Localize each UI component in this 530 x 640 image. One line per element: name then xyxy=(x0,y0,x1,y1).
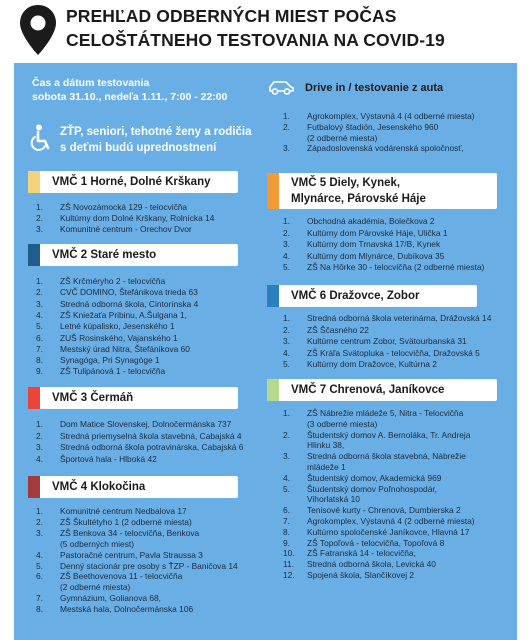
list-item-text: Hlinku 38, xyxy=(307,440,345,451)
list-item-number: 2. xyxy=(283,324,290,335)
list-item-number: 3. xyxy=(283,451,290,462)
list-item-number: 2. xyxy=(283,227,290,238)
list-item-number: 3. xyxy=(36,527,43,538)
list-item-number: 7. xyxy=(36,593,43,604)
list-item-text: Stredná odborná škola, Cintorínska 4 xyxy=(60,298,199,309)
list-item-number: 1. xyxy=(36,202,43,212)
list-item-number: 3. xyxy=(36,224,43,234)
list-item-text: Kultúrno spoločenské Janíkovce, Hlavná 17 xyxy=(307,526,470,537)
list-item-text: ZŠ Krčméryho 2 - telocvičňa xyxy=(60,276,166,286)
vmc2-heading xyxy=(28,244,238,266)
priority-note xyxy=(60,124,260,156)
list-item-text: Futbalový štadión, Jesenského 960 xyxy=(307,121,439,132)
list-item-text: Komunitné centrum Nedbalova 17 xyxy=(60,506,187,516)
vmc3-label: VMČ 3 Čermáň xyxy=(52,392,134,404)
vmc2-color-stripe xyxy=(28,244,40,266)
time-label: Čas a dátum testovania xyxy=(32,77,150,89)
list-item-number: 5. xyxy=(36,560,43,571)
vmc1-heading xyxy=(28,171,238,193)
list-item-text: mládeže 1 xyxy=(307,462,346,472)
list-item-text: Stredná priemyselná škola stavebná, Cabajská 4 xyxy=(60,430,242,441)
list-item-text: Komunitné centrum - Orechov Dvor xyxy=(60,224,192,234)
vmc4-heading xyxy=(28,476,238,498)
drive-in-title: Drive in / testovanie z auta xyxy=(305,82,444,94)
list-item-number: 4. xyxy=(36,309,43,320)
list-item-number: 2. xyxy=(283,121,290,132)
list-item-text: Kultúrny dom Párovské Háje, Ulička 1 xyxy=(307,227,448,238)
list-item-number: 12. xyxy=(283,570,295,580)
vmc7-color-stripe xyxy=(267,379,279,401)
list-item-text: (2 odberné miesta) xyxy=(60,582,131,593)
header xyxy=(0,0,530,63)
list-item-number: 1. xyxy=(283,111,290,121)
list-item-number: 2. xyxy=(36,213,43,223)
list-item-text: ZŠ Nábrežie mládeže 5, Nitra - Telocvičňa xyxy=(307,408,464,418)
list-item-text: ZUŠ Rosinského, Vajanského 1 xyxy=(60,332,178,343)
vmc5-label xyxy=(291,175,426,207)
list-item-text: Letné kúpalisko, Jesenského 1 xyxy=(60,321,175,332)
list-item-number: 3. xyxy=(36,442,43,453)
list-item-number: 4. xyxy=(283,347,290,358)
list-item-text: (3 odberné miesta) xyxy=(307,418,378,429)
vmc4-color-stripe xyxy=(28,476,40,498)
list-item-text: Stredná odborná škola potravinárska, Cabajská 6 xyxy=(60,442,244,453)
list-item-number: 8. xyxy=(36,604,43,615)
vmc3-color-stripe xyxy=(28,387,40,409)
list-item-number: 10. xyxy=(283,548,295,559)
list-item-text: ZŠ Ščasného 22 xyxy=(307,324,369,335)
list-item-text: Kultúrny dom Trnavská 17/B, Kynek xyxy=(307,239,441,249)
list-item-number: 1. xyxy=(36,506,43,516)
list-item-text: Stredná odborná škola, Levická 40 xyxy=(307,559,436,570)
list-item-text: Študentský domov, Akademická 969 xyxy=(307,472,442,483)
list-item-number: 8. xyxy=(36,355,43,366)
title-line-2: CELOŠTÁTNEHO TESTOVANIA NA COVID-19 xyxy=(66,30,445,50)
list-item-text: Vihorlatská 10 xyxy=(307,494,360,505)
list-item-number: 5. xyxy=(36,321,43,332)
list-item-number: 4. xyxy=(36,453,43,464)
list-item-text: Agrokomplex, Výstavná 4 (4 odberné miesta) xyxy=(307,111,475,121)
list-item-number: 5. xyxy=(283,262,290,272)
vmc6-color-stripe xyxy=(267,285,279,307)
list-item-text: ZŠ Benkova 34 - telocvičňa, Benkova xyxy=(60,527,200,538)
list-item-text: Kultúrny dom Dolné Krškany, Rolnícka 14 xyxy=(60,213,215,223)
list-item-text: Pastoračné centrum, Pavla Straussa 3 xyxy=(60,549,203,560)
list-item-text: Agrokomplex, Výstavná 4 (2 odberné miesta) xyxy=(307,516,475,526)
list-item-text: ZŠ Kráľa Svätopluka - telocvičňa, Dražovská 5 xyxy=(307,347,480,358)
vmc3-heading xyxy=(28,387,238,409)
list-item-number: 5. xyxy=(283,359,290,369)
list-item-text: Kultúrny dom Mlynárce, Dubíkova 35 xyxy=(307,250,445,261)
list-item-text: Obchodná akadémia, Bolečkova 2 xyxy=(307,216,435,226)
list-item-number: 1. xyxy=(283,216,290,226)
list-item-number: 1. xyxy=(36,276,43,286)
list-item-number: 1. xyxy=(283,313,290,323)
vmc7-label: VMČ 7 Chrenová, Janíkovce xyxy=(291,384,445,396)
list-item-text: Kultúrny dom Dražovce, Kultúrna 2 xyxy=(307,359,437,369)
list-item-text: (5 odberných miest) xyxy=(60,538,135,549)
list-item-number: 8. xyxy=(283,526,290,537)
vmc5-label-line-1: VMČ 5 Diely, Kynek, xyxy=(291,177,401,189)
vmc6-label: VMČ 6 Dražovce, Zobor xyxy=(291,290,420,302)
list-item-number: 3. xyxy=(283,336,290,346)
list-item-text: Tenisové kurty - Chrenová, Dumbierska 2 xyxy=(307,505,461,516)
list-item-text: Športová hala - Hlboká 42 xyxy=(60,453,157,464)
list-item-text: Západoslovenská vodárenská spoločnosť, xyxy=(307,143,464,154)
list-item-text: CVČ DOMINO, Štefánikova trieda 63 xyxy=(60,287,198,298)
list-item-number: 1. xyxy=(36,419,43,429)
priority-line-1: ZŤP, seniori, tehotné ženy a rodičia xyxy=(60,126,252,138)
list-item-number: 9. xyxy=(283,537,290,548)
list-item-number: 2. xyxy=(36,430,43,441)
list-item-text: Kultúrne centrum Zobor, Svätourbanská 31 xyxy=(307,336,467,346)
list-item-number: 4. xyxy=(283,250,290,261)
title-line-1: PREHĽAD ODBERNÝCH MIEST POČAS xyxy=(66,6,397,26)
list-item-number: 3. xyxy=(36,298,43,309)
list-item-number: 6. xyxy=(283,505,290,516)
list-item-number: 3. xyxy=(283,143,290,154)
list-item-text: ZŠ Škultétyho 1 (2 odberné miesta) xyxy=(60,516,192,527)
list-item-text: (2 odberné miesta) xyxy=(307,132,378,143)
vmc5-label-line-2: Mlynárce, Párovské Háje xyxy=(291,193,426,205)
list-item-number: 6. xyxy=(36,571,43,582)
vmc5-heading xyxy=(267,173,497,209)
list-item-text: ZŠ Tulipánová 1 - telocvičňa xyxy=(60,366,166,377)
list-item-number: 4. xyxy=(283,472,290,483)
list-item-number: 2. xyxy=(283,429,290,440)
vmc7-heading xyxy=(267,379,497,401)
list-item-number: 11. xyxy=(283,559,295,570)
list-item-text: ZŠ Topoľová - telocvičňa, Topoľová 8 xyxy=(307,537,445,548)
list-item-text: Stredná odborná škola veterinárna, Drážovská 14 xyxy=(307,313,492,323)
list-item-number: 9. xyxy=(36,366,43,377)
list-item-number: 7. xyxy=(283,516,290,526)
list-item-text: Študentský domov A. Bernoláka, Tr. Andreja xyxy=(307,429,471,440)
list-item-text: Dom Matice Slovenskej, Dolnočermánska 737 xyxy=(60,419,232,429)
list-item-text: ZŠ Novozámocká 129 - telocvičňa xyxy=(60,202,188,212)
list-item-number: 1. xyxy=(283,408,290,418)
vmc6-heading xyxy=(267,285,477,307)
list-item-text: Mestský úrad Nitra, Štefánikova 60 xyxy=(60,343,190,354)
vmc4-label: VMČ 4 Klokočina xyxy=(52,481,146,493)
list-item-number: 5. xyxy=(283,483,290,494)
wheelchair-icon xyxy=(30,124,52,152)
list-item-text: ZŠ Fatranská 14 - telocvičňa, xyxy=(307,548,416,559)
list-item-text: Stredná odborná škola stavebná, Nábrežie xyxy=(307,451,466,462)
list-item-number: 7. xyxy=(36,343,43,354)
location-pin-icon xyxy=(18,4,58,56)
list-item-text: ZŠ Beethovenova 11 - telocvičňa xyxy=(60,571,183,582)
car-icon xyxy=(267,77,295,97)
list-item-number: 2. xyxy=(36,516,43,527)
vmc1-label: VMČ 1 Horné, Dolné Krškany xyxy=(52,176,211,188)
list-item-text: Študentský domov Poľnohospodár, xyxy=(307,483,438,494)
vmc1-color-stripe xyxy=(28,171,40,193)
list-item-number: 3. xyxy=(283,239,290,249)
list-item-text: Synagóga, Pri Synagóge 1 xyxy=(60,355,160,366)
list-item-number: 4. xyxy=(36,549,43,560)
list-item-text: ZŠ Kniežaťa Pribinu, A.Šulgana 1, xyxy=(60,309,187,320)
time-value: sobota 31.10., nedeľa 1.11., 7:00 - 22:00 xyxy=(32,91,228,103)
list-item-number: 2. xyxy=(36,287,43,298)
list-item-text: Spojená škola, Slančíkovej 2 xyxy=(307,570,415,580)
list-item-text: Mestská hala, Dolnočermánska 106 xyxy=(60,604,194,615)
priority-line-2: s deťmi budú uprednostnení xyxy=(60,142,217,154)
list-item-number: 6. xyxy=(36,332,43,343)
page-title xyxy=(66,4,445,52)
vmc5-color-stripe xyxy=(267,173,279,209)
list-item-text: ZŠ Na Hôrke 30 - telocvičňa (2 odberné miesta) xyxy=(307,262,485,272)
list-item-text: Denný stacionár pre osoby s ŤZP - Baničova 14 xyxy=(60,560,238,571)
list-item-text: Gymnázium, Golianova 68, xyxy=(60,593,162,604)
vmc2-label: VMČ 2 Staré mesto xyxy=(52,249,157,261)
